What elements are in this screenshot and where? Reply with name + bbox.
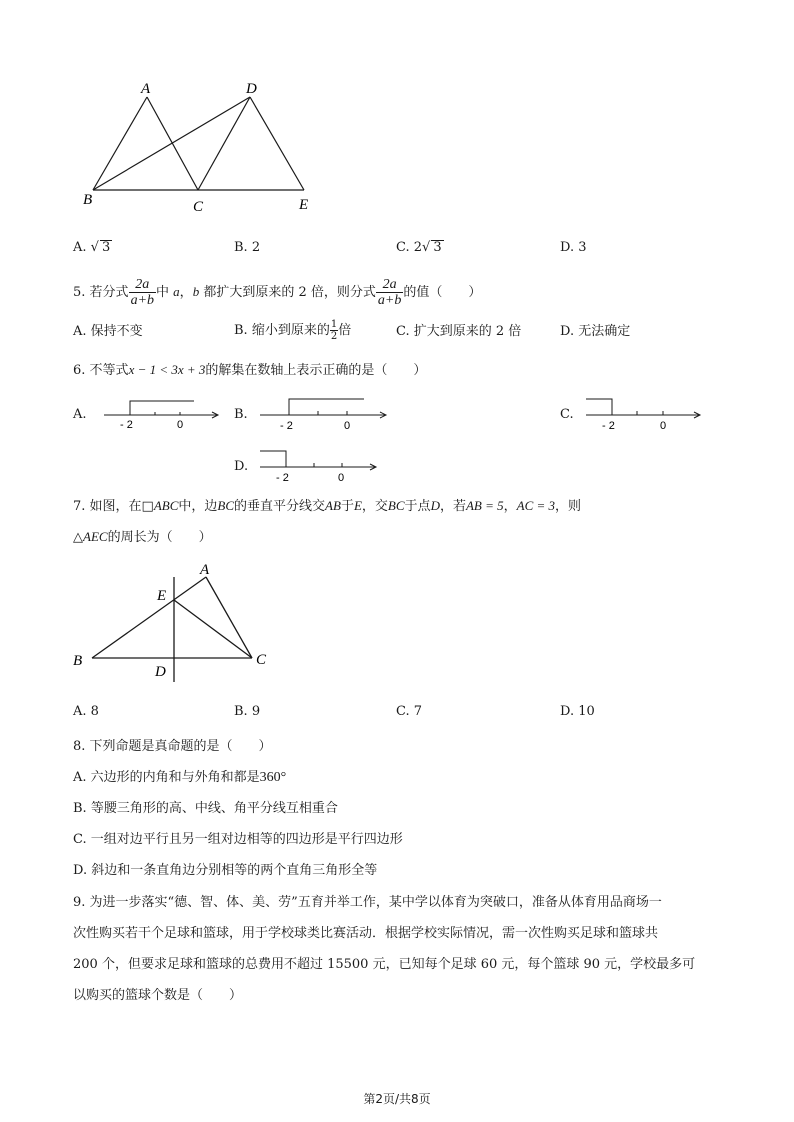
- tick-label-0: 0: [177, 419, 184, 431]
- point-label-b: B: [73, 653, 83, 669]
- question-7-stem-line-2: △AEC的周长为（ ）: [73, 529, 212, 545]
- q7-option-d[interactable]: D. 10: [560, 704, 595, 719]
- question-9-line-1: 9. 为进一步落实“德、智、体、美、劳”五育并举工作，某中学以体育为突破口，准备从体育用品商场一: [73, 895, 662, 910]
- question-8-stem: 8. 下列命题是真命题的是（ ）: [73, 739, 272, 754]
- q6-option-d-label[interactable]: D.: [234, 459, 249, 474]
- q6-option-c-label[interactable]: C.: [560, 407, 574, 422]
- number-line-a[interactable]: [100, 395, 225, 431]
- number-line-d[interactable]: [256, 445, 381, 485]
- tick-label-0: 0: [344, 420, 351, 432]
- triangle-figure-q7: [66, 555, 286, 690]
- tick-label-0: 0: [660, 420, 667, 432]
- page-number: 第2页/共8页: [363, 1092, 431, 1106]
- q7-option-b[interactable]: B. 9: [234, 704, 261, 719]
- number-line-c[interactable]: [582, 393, 707, 433]
- q4-option-c[interactable]: C. 2√ 3: [396, 240, 442, 255]
- question-9-line-4: 以购买的篮球个数是（ ）: [73, 988, 243, 1003]
- point-label-d: D: [246, 81, 257, 97]
- q7-option-a[interactable]: A. 8: [73, 704, 99, 719]
- point-label-c: C: [256, 652, 267, 668]
- q4-option-d[interactable]: D. 3: [560, 240, 587, 255]
- sqrt-symbol: √: [90, 240, 99, 255]
- segment-ba: [93, 97, 147, 190]
- segment-de: [250, 97, 304, 190]
- point-label-e: E: [299, 197, 309, 213]
- q7-option-c[interactable]: C. 7: [396, 704, 423, 719]
- fraction: $\frac{2a}{a+b}$: [377, 276, 402, 308]
- q8-option-c[interactable]: C. 一组对边平行且另一组对边相等的四边形是平行四边形: [73, 832, 403, 847]
- q8-option-a[interactable]: A. 六边形的内角和与外角和都是360°: [73, 770, 287, 785]
- tick-label-minus-2: - 2: [120, 419, 133, 431]
- point-label-a: A: [141, 81, 151, 97]
- fraction-half: $\frac{1}{2}$: [330, 319, 338, 342]
- tick-label-0: 0: [338, 472, 345, 484]
- point-label-c: C: [193, 199, 204, 215]
- question-5-stem: 5. 若分式 $\frac{2a}{a+b}$ 中 a，b 都扩大到原来的 2 倍，则分式 $\frac{2a}{a+b}$ 的值（ ）: [73, 276, 482, 308]
- q8-option-b[interactable]: B. 等腰三角形的高、中线、角平分线互相重合: [73, 801, 338, 816]
- q5-option-d[interactable]: D. 无法确定: [560, 324, 631, 339]
- fraction: $\frac{2a}{a+b}$: [130, 276, 155, 308]
- question-6-stem: 6. 不等式x − 1 < 3x + 3的解集在数轴上表示正确的是（ ）: [73, 362, 427, 378]
- q5-option-a[interactable]: A. 保持不变: [73, 324, 143, 339]
- point-label-d: D: [155, 664, 166, 680]
- question-9-line-3: 200 个，但要求足球和篮球的总费用不超过 15500 元，已知每个足球 60 元，每个篮球 90 元，学校最多可: [73, 957, 696, 972]
- point-label-e: E: [157, 588, 167, 604]
- q4-option-b[interactable]: B. 2: [234, 240, 261, 255]
- segment-cd: [198, 97, 250, 190]
- question-7-stem-line-1: 7. 如图，在□ABC中，边BC的垂直平分线交AB于E，交BC于点D，若AB = 5，AC = 3，则: [73, 498, 582, 514]
- sqrt-symbol: √: [422, 240, 431, 255]
- segment-ac: [206, 577, 252, 658]
- point-label-a: A: [200, 562, 210, 578]
- q6-option-b-label[interactable]: B.: [234, 407, 248, 422]
- tick-label-minus-2: - 2: [280, 420, 293, 432]
- q5-option-c[interactable]: C. 扩大到原来的 2 倍: [396, 324, 522, 339]
- segment-bd: [93, 97, 250, 190]
- q8-option-d[interactable]: D. 斜边和一条直角边分别相等的两个直角三角形全等: [73, 863, 378, 878]
- q6-option-a-label[interactable]: A.: [73, 407, 87, 422]
- segment-ec: [174, 600, 252, 658]
- q4-option-a[interactable]: A. √ 3: [73, 240, 111, 255]
- number-line-b[interactable]: [256, 393, 391, 433]
- q5-option-b[interactable]: B. 缩小到原来的 $\frac{1}{2}$ 倍: [234, 319, 352, 342]
- triangle-figure-q4: [70, 70, 350, 220]
- segment-ba: [92, 577, 206, 658]
- tick-label-minus-2: - 2: [276, 472, 289, 484]
- tick-label-minus-2: - 2: [602, 420, 615, 432]
- point-label-b: B: [83, 192, 93, 208]
- question-9-line-2: 次性购买若干个足球和篮球，用于学校球类比赛活动．根据学校实际情况，需一次性购买足球和篮球共: [73, 926, 659, 941]
